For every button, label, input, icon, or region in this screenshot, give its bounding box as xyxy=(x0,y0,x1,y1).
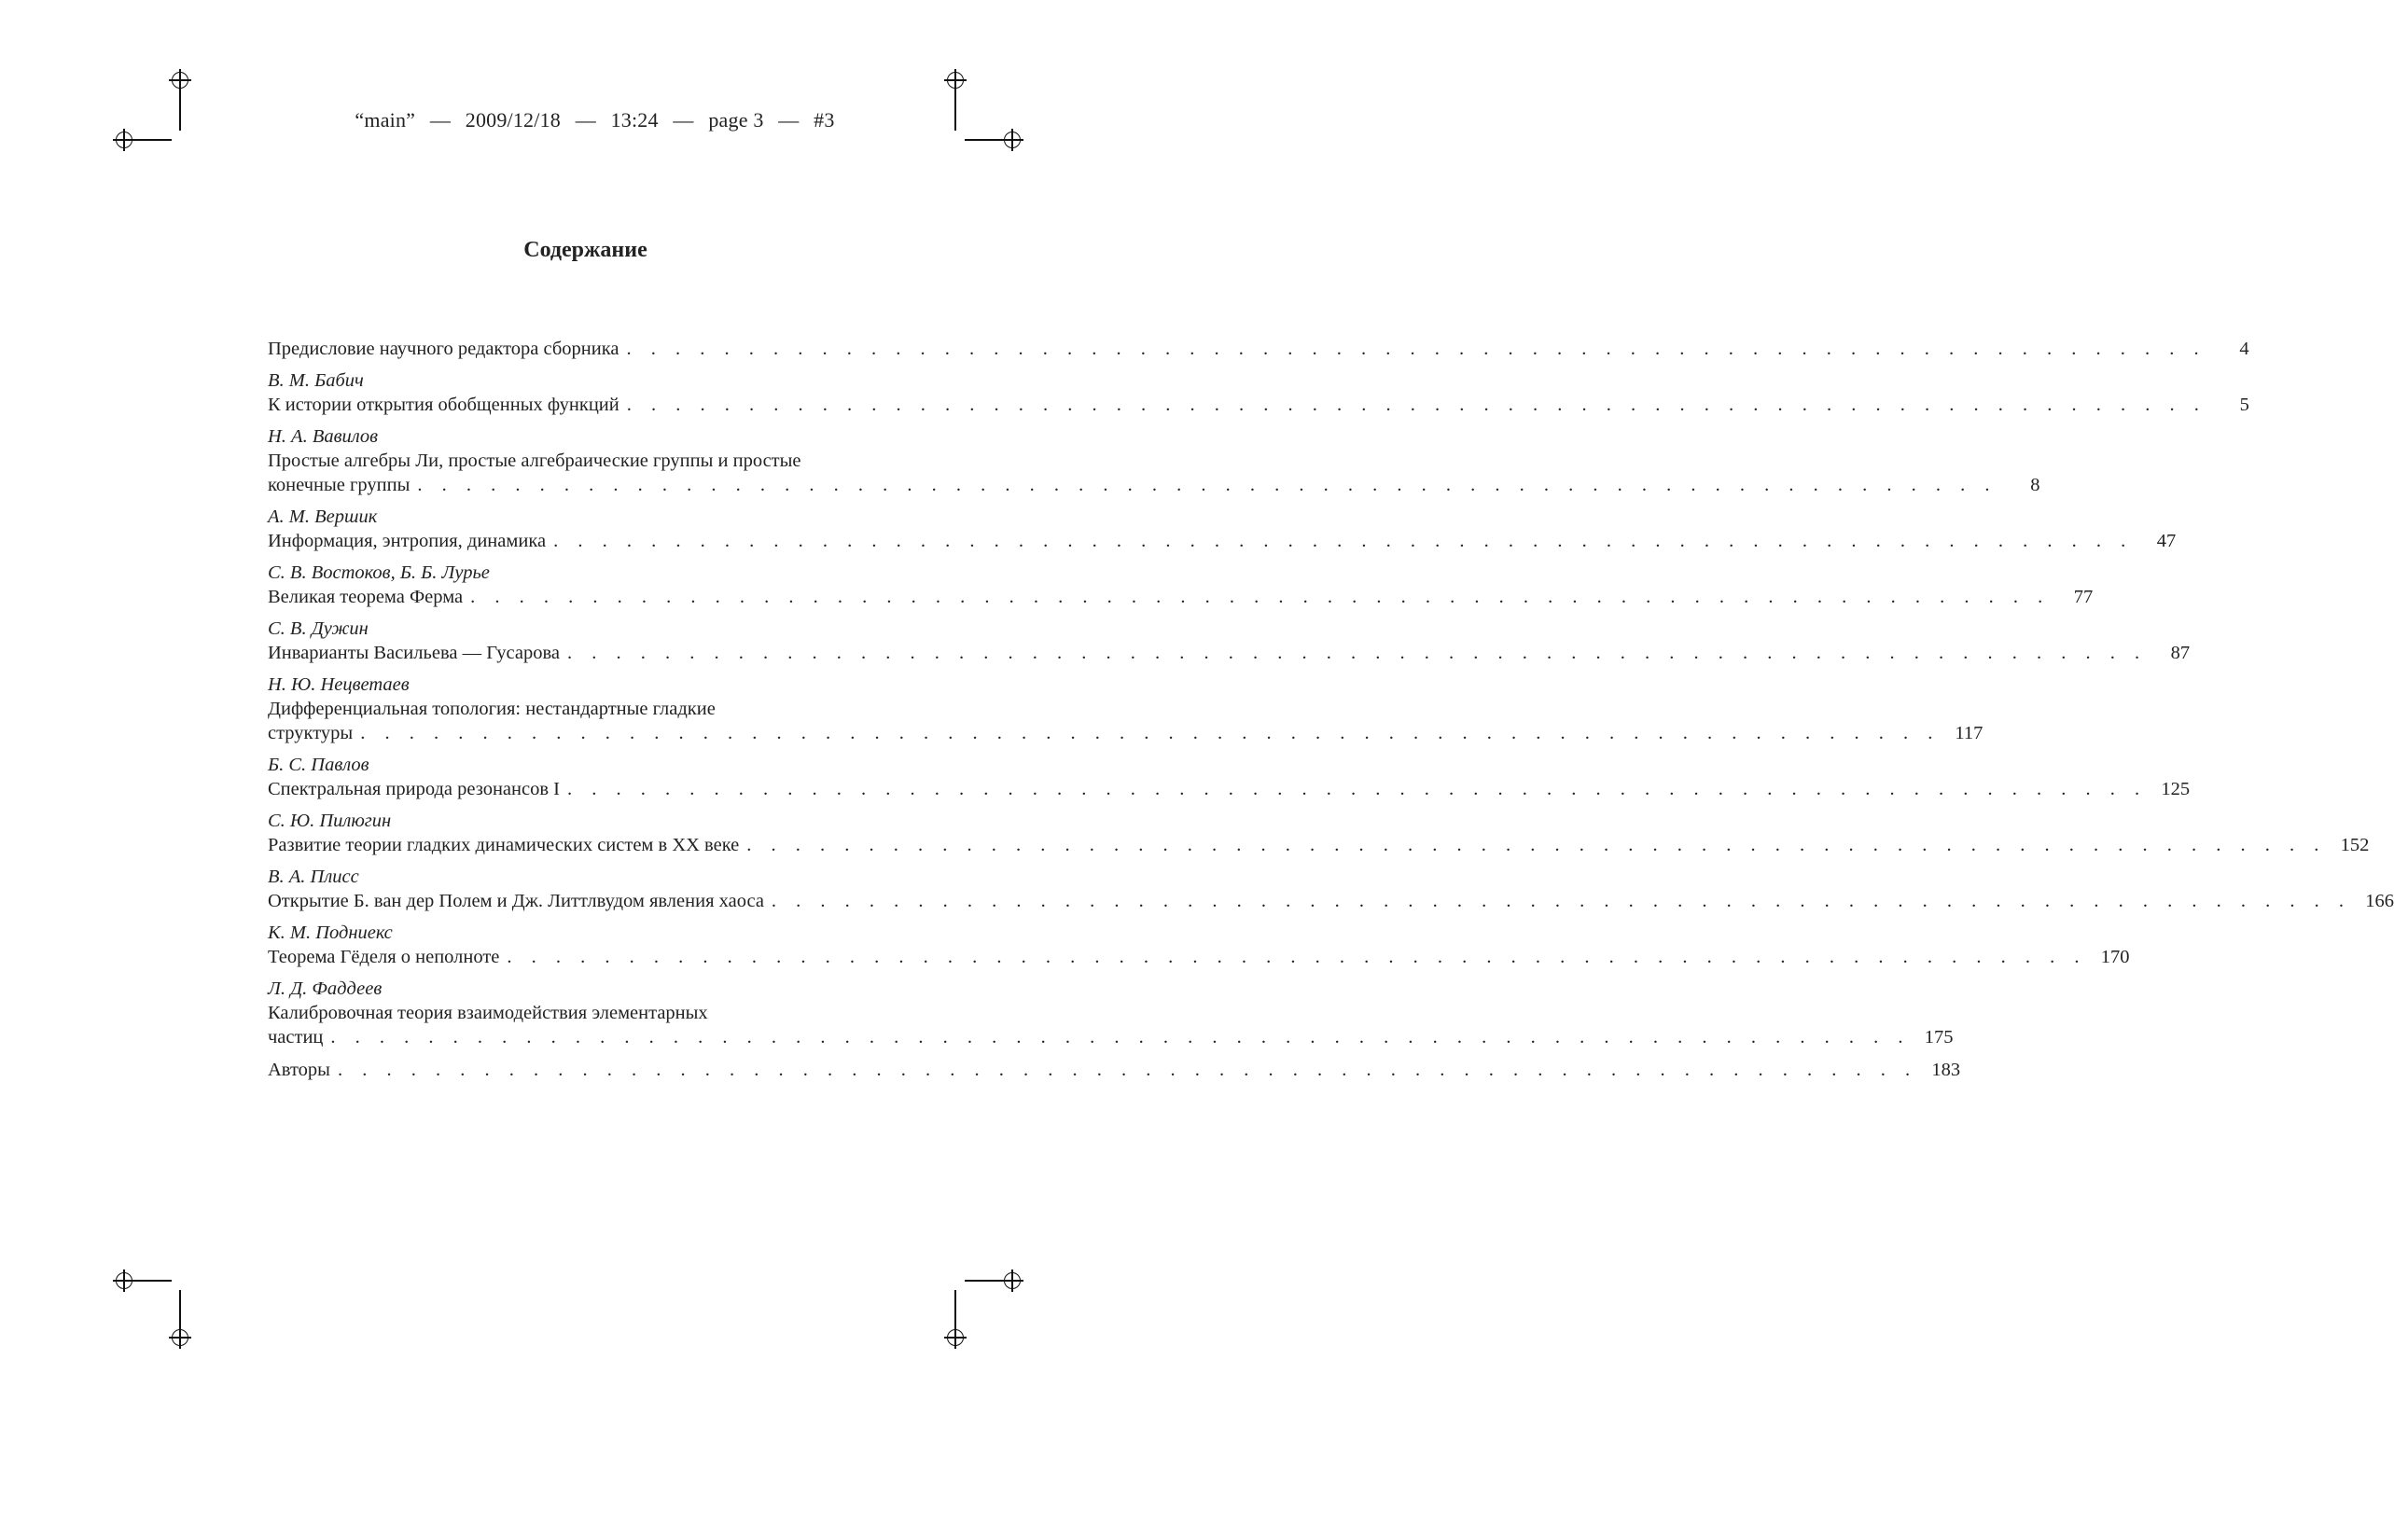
toc-page-number: 117 xyxy=(1955,723,1983,743)
page-header xyxy=(0,108,1190,132)
dot-leader: . . . . . . . . . . . . . . . . . . . . . . . . . . . . . . . . . . . . . . . . . . . . . . . . . . . . . . . . . . . . . . . . . xyxy=(626,395,2206,415)
header-part: “main” xyxy=(355,108,416,132)
dot-leader: . . . . . . . . . . . . . . . . . . . . . . . . . . . . . . . . . . . . . . . . . . . . . . . . . . . . . . . . . . . . . . . . . xyxy=(360,723,1941,743)
toc-title[interactable]: структуры xyxy=(268,723,354,743)
toc-title[interactable]: Авторы xyxy=(268,1060,330,1080)
toc-author: Б. С. Павлов xyxy=(268,755,369,775)
toc-entry[interactable] xyxy=(268,1058,1961,1082)
toc-page-number: 152 xyxy=(2340,835,2370,855)
toc-entry[interactable] xyxy=(268,754,2191,801)
toc-title-line: Калибровочная теория взаимодействия элементарных xyxy=(268,1003,708,1023)
toc-entry[interactable] xyxy=(268,506,2177,553)
toc-title[interactable]: Информация, энтропия, динамика xyxy=(268,531,547,551)
toc-line xyxy=(268,585,2094,609)
crosshair-icon xyxy=(947,1329,964,1346)
toc-line xyxy=(268,833,2370,857)
toc-page-number: 125 xyxy=(2161,779,2191,799)
dot-leader: . . . . . . . . . . . . . . . . . . . . . . . . . . . . . . . . . . . . . . . . . . . . . . . . . . . . . . . . . . . . . . . . . xyxy=(470,587,2051,607)
crop-line xyxy=(954,1290,956,1329)
toc-line xyxy=(268,529,2177,553)
toc-entry[interactable] xyxy=(268,978,1954,1049)
toc-title[interactable]: Великая теорема Ферма xyxy=(268,587,464,607)
toc-author: С. В. Востоков, Б. Б. Лурье xyxy=(268,562,490,583)
crop-line xyxy=(965,139,1004,141)
toc-author: Н. Ю. Нецветаев xyxy=(268,674,410,695)
dot-leader: . . . . . . . . . . . . . . . . . . . . . . . . . . . . . . . . . . . . . . . . . . . . . . . . . . . . . . . . . . . . . . . . . xyxy=(553,531,2134,551)
toc-line xyxy=(268,777,2191,801)
crosshair-icon xyxy=(116,132,132,148)
header-part: 2009/12/18 xyxy=(465,108,561,132)
toc-author: В. М. Бабич xyxy=(268,370,364,391)
toc-title[interactable]: частиц xyxy=(268,1027,324,1047)
toc-title[interactable]: Теорема Гёделя о неполноте xyxy=(268,947,500,967)
toc-line xyxy=(268,1058,1961,1082)
crop-line xyxy=(132,1280,172,1282)
toc-page-number: 4 xyxy=(2239,339,2249,359)
toc-title-line: Простые алгебры Ли, простые алгебраические группы и простые xyxy=(268,451,801,471)
toc-author: В. А. Плисс xyxy=(268,867,359,887)
toc-entry[interactable] xyxy=(268,673,1983,745)
toc-title[interactable]: Предисловие научного редактора сборника xyxy=(268,339,619,359)
toc-page-number: 166 xyxy=(2365,891,2394,911)
toc-line xyxy=(268,721,1983,745)
toc-entry[interactable] xyxy=(268,617,2191,665)
crosshair-icon xyxy=(1004,132,1021,148)
dot-leader: . . . . . . . . . . . . . . . . . . . . . . . . . . . . . . . . . . . . . . . . . . . . . . . . . . . . . . . . . . . . . . . . . xyxy=(337,1060,1918,1080)
header-part: — xyxy=(778,108,800,132)
toc-entry[interactable] xyxy=(268,562,2094,609)
crosshair-icon xyxy=(172,1329,188,1346)
toc-line xyxy=(268,473,2040,497)
toc-page-number: 8 xyxy=(2030,475,2040,495)
header-part: #3 xyxy=(814,108,835,132)
toc-title[interactable]: конечные группы xyxy=(268,475,411,495)
toc-author: К. М. Подниекс xyxy=(268,923,393,943)
toc-page-number: 5 xyxy=(2239,395,2249,415)
toc-page-number: 170 xyxy=(2100,947,2130,967)
toc-line xyxy=(268,337,2249,361)
toc-title[interactable]: Развитие теории гладких динамических систем в XX веке xyxy=(268,835,740,855)
toc-title[interactable]: Инварианты Васильева — Гусарова xyxy=(268,643,560,663)
toc-title[interactable]: К истории открытия обобщенных функций xyxy=(268,395,619,415)
dot-leader: . . . . . . . . . . . . . . . . . . . . . . . . . . . . . . . . . . . . . . . . . . . . . . . . . . . . . . . . . . . . . . . . . xyxy=(771,891,2352,911)
toc-entry[interactable] xyxy=(268,337,2249,361)
toc-author: Л. Д. Фаддеев xyxy=(268,978,383,999)
crop-line xyxy=(179,1290,181,1329)
page-title: Содержание xyxy=(523,238,647,262)
header-part: page 3 xyxy=(708,108,764,132)
toc-entry[interactable] xyxy=(268,922,2130,969)
toc-line xyxy=(268,945,2130,969)
toc-author: С. Ю. Пилюгин xyxy=(268,811,392,831)
toc-line xyxy=(268,393,2249,417)
dot-leader: . . . . . . . . . . . . . . . . . . . . . . . . . . . . . . . . . . . . . . . . . . . . . . . . . . . . . . . . . . . . . . . . . xyxy=(507,947,2087,967)
toc-page-number: 47 xyxy=(2156,531,2177,551)
toc-line xyxy=(268,641,2191,665)
toc-line xyxy=(268,1025,1954,1049)
header-part: — xyxy=(429,108,452,132)
dot-leader: . . . . . . . . . . . . . . . . . . . . . . . . . . . . . . . . . . . . . . . . . . . . . . . . . . . . . . . . . . . . . . . . . xyxy=(626,339,2206,359)
crosshair-icon xyxy=(116,1272,132,1289)
header-part: — xyxy=(575,108,596,132)
crop-line xyxy=(132,139,172,141)
dot-leader: . . . . . . . . . . . . . . . . . . . . . . . . . . . . . . . . . . . . . . . . . . . . . . . . . . . . . . . . . . . . . . . . . xyxy=(746,835,2327,855)
toc-entry[interactable] xyxy=(268,425,2040,497)
toc-title-line: Дифференциальная топология: нестандартные гладкие xyxy=(268,699,716,719)
header-part: 13:24 xyxy=(610,108,659,132)
toc-page-number: 183 xyxy=(1931,1060,1961,1080)
dot-leader: . . . . . . . . . . . . . . . . . . . . . . . . . . . . . . . . . . . . . . . . . . . . . . . . . . . . . . . . . . . . . . . . . xyxy=(566,779,2148,799)
toc-title[interactable]: Открытие Б. ван дер Полем и Дж. Литтлвудом явления хаоса xyxy=(268,891,764,911)
toc-page-number: 77 xyxy=(2073,587,2094,607)
dot-leader: . . . . . . . . . . . . . . . . . . . . . . . . . . . . . . . . . . . . . . . . . . . . . . . . . . . . . . . . . . . . . . . . . xyxy=(330,1027,1911,1047)
crosshair-icon xyxy=(172,72,188,89)
table-of-contents xyxy=(268,337,2394,1090)
toc-author: А. М. Вершик xyxy=(268,506,378,527)
dot-leader: . . . . . . . . . . . . . . . . . . . . . . . . . . . . . . . . . . . . . . . . . . . . . . . . . . . . . . . . . . . . . . . . . xyxy=(567,643,2148,663)
crosshair-icon xyxy=(1004,1272,1021,1289)
toc-page-number: 175 xyxy=(1924,1027,1954,1047)
toc-line xyxy=(268,889,2394,913)
crop-line xyxy=(965,1280,1004,1282)
toc-author: С. В. Дужин xyxy=(268,618,369,639)
toc-page-number: 87 xyxy=(2170,643,2191,663)
toc-entry[interactable] xyxy=(268,866,2394,913)
toc-title[interactable]: Спектральная природа резонансов I xyxy=(268,779,560,799)
header-part: — xyxy=(673,108,694,132)
crosshair-icon xyxy=(947,72,964,89)
toc-entry[interactable] xyxy=(268,810,2370,857)
dot-leader: . . . . . . . . . . . . . . . . . . . . . . . . . . . . . . . . . . . . . . . . . . . . . . . . . . . . . . . . . . . . . . . . . xyxy=(417,475,1997,495)
toc-entry[interactable] xyxy=(268,369,2249,417)
toc-author: Н. А. Вавилов xyxy=(268,426,379,447)
